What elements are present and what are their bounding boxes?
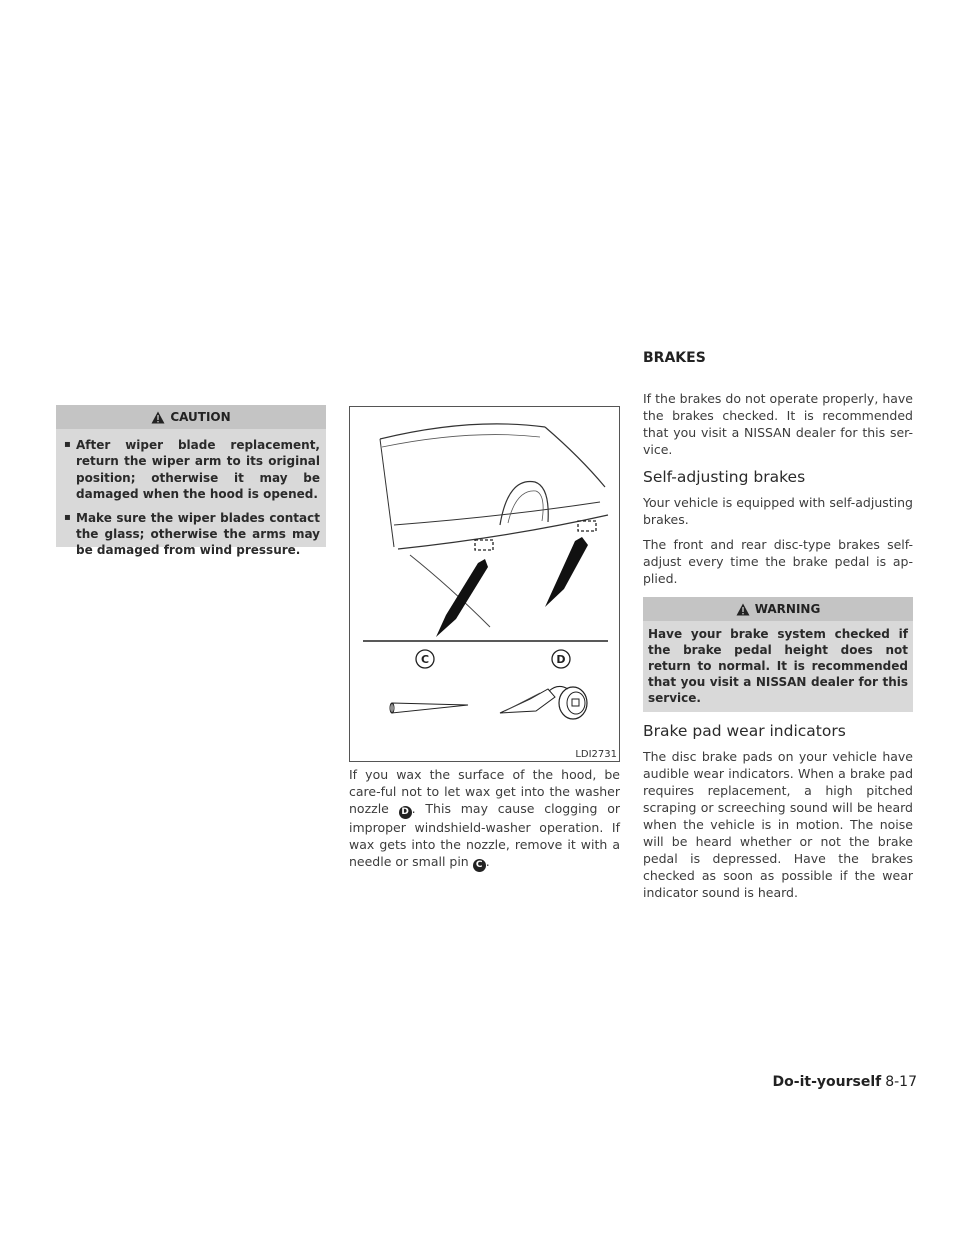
pad-wear-heading: Brake pad wear indicators — [643, 722, 846, 740]
warning-header — [643, 597, 913, 621]
self-adjusting-p2: The front and rear disc-type brakes self-adjust every time the brake pedal is ap-plied. — [643, 537, 913, 586]
page-footer — [773, 1074, 917, 1090]
wax-paragraph — [349, 766, 620, 872]
caution-title: CAUTION — [170, 410, 231, 424]
figure-label: LDI2731 — [575, 749, 617, 760]
brakes-heading: BRAKES — [643, 350, 706, 366]
wax-text-3: . — [485, 854, 490, 869]
callout-c: C — [420, 653, 430, 666]
wax-text-2: . This may cause clogging or improper windshield-washer operation. If wax gets into the nozzle, remove it with a needle or small pin — [349, 801, 620, 869]
hood-washer-illustration — [350, 407, 619, 761]
wax-paragraph-block — [349, 766, 620, 872]
brakes-intro: If the brakes do not operate properly, have the brakes checked. It is recommended that you visit a NISSAN dealer for this ser-vice. — [643, 391, 913, 457]
warning-title: WARNING — [754, 602, 821, 616]
ref-c-icon: C — [473, 859, 486, 872]
washer-nozzle-figure — [349, 406, 620, 762]
warning-triangle-icon — [151, 411, 165, 424]
caution-header — [56, 405, 326, 429]
warning-text: Have your brake system checked if the brake pedal height does not return to normal. It is recommended that you visit a NISSAN dealer for this service. — [648, 627, 908, 705]
ref-d-icon: D — [399, 806, 412, 819]
warning-box — [643, 597, 913, 712]
brakes-column — [643, 390, 913, 901]
footer-page: 8-17 — [885, 1074, 917, 1090]
caution-list — [62, 437, 320, 559]
warning-triangle-icon — [736, 603, 750, 616]
self-adjusting-heading: Self-adjusting brakes — [643, 468, 806, 486]
caution-item: ▪ Make sure the wiper blades contact the glass; otherwise the arms may be damaged from wind pressure. — [62, 510, 320, 559]
pad-wear-text: The disc brake pads on your vehicle have audible wear indicators. When a brake pad requires replacement, a high pitched scraping or screeching sound will be heard when the vehicle is in motion. The noise will be heard whether or not the brake pedal is depressed. Have the brakes checked as soon as possible if the wear indicator sound is heard. — [643, 749, 913, 900]
caution-item: ▪ After wiper blade replacement, return the wiper arm to its original position; otherwise it may be damaged when the hood is opened. — [62, 437, 320, 503]
caution-box — [56, 405, 326, 558]
wax-text-1: If you wax the surface of the hood, be care-ful not to let wax get into the washer nozzle — [349, 767, 620, 816]
footer-section: Do-it-yourself — [772, 1074, 882, 1090]
self-adjusting-p1: Your vehicle is equipped with self-adjusting brakes. — [643, 495, 913, 527]
callout-d: D — [556, 653, 566, 666]
